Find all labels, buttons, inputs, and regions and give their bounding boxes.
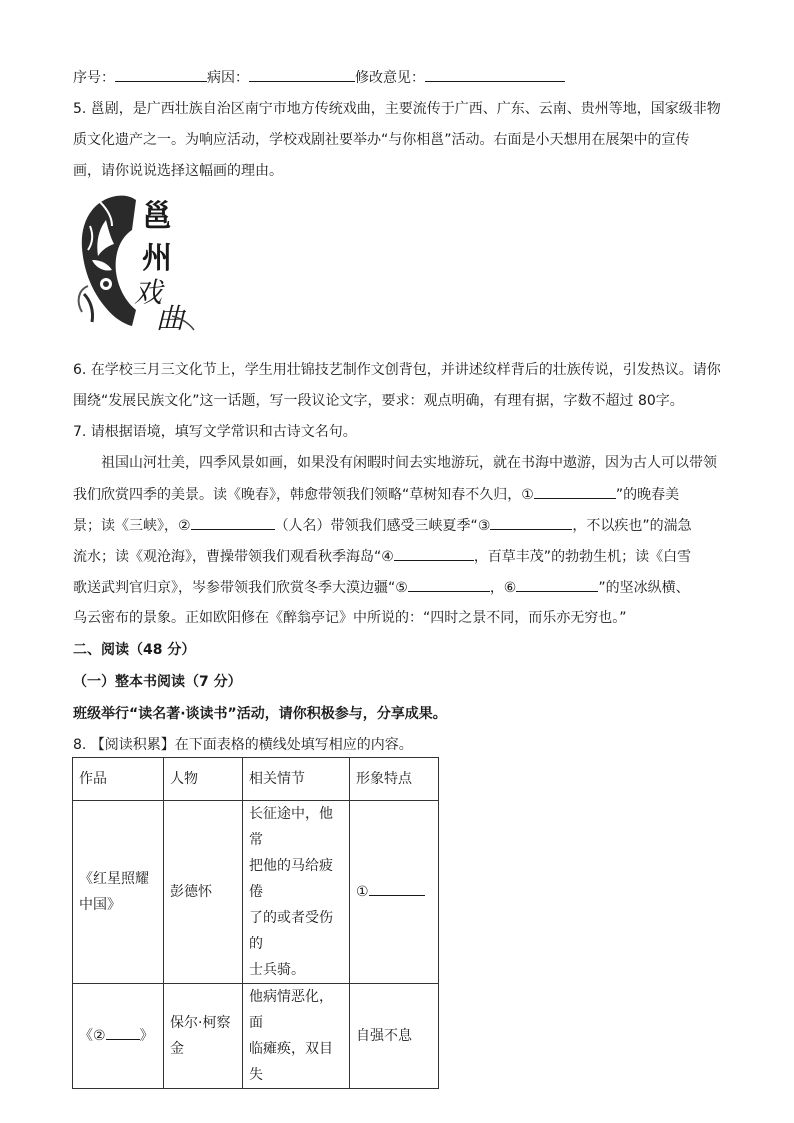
seq-label: 序号：: [73, 70, 115, 86]
emblem-char-1: 邕: [142, 199, 172, 234]
q7-paragraph-line-6: 乌云密布的景象。正如欧阳修在《醉翁亭记》中所说的：“四时之景不同，而乐亦无穷也。”: [73, 610, 627, 626]
reading-table: [72, 757, 439, 1089]
emblem-char-2: 州: [142, 241, 172, 276]
q7-paragraph-line-1: 祖国山河壮美，四季风景如画，如果没有闲暇时间去实地游玩，就在书海中遨游，因为古人可以带领: [101, 455, 717, 471]
header-work: 作品: [73, 758, 164, 801]
seq-blank[interactable]: [115, 67, 207, 82]
revise-blank[interactable]: [425, 67, 565, 82]
section-2-title: 二、阅读（48 分）: [73, 642, 196, 658]
q7-text-4a: 流水；读《观沧海》，曹操带领我们观看秋季海岛“④: [73, 549, 394, 565]
cause-label: 病因：: [207, 70, 249, 86]
q6-line-2: 围绕“发展民族文化”这一话题，写一段议论文字，要求：观点明确，有理有据，字数不超过 80字。: [73, 393, 684, 409]
work-suffix: 》: [139, 1028, 154, 1044]
reading-activity-intro: 班级举行“读名著·谈读书”活动，请你积极参与，分享成果。: [73, 706, 447, 722]
emblem-char-3: 戏: [134, 276, 163, 309]
q7-paragraph-line-3: [73, 515, 692, 536]
trait-blank[interactable]: [369, 881, 425, 896]
q7-paragraph-line-2: [73, 484, 679, 505]
header-trait: 形象特点: [350, 758, 439, 801]
q7-text-3c: ，不以疾也”的湍急: [572, 518, 692, 534]
plot-line-4: 士兵骑。: [249, 962, 305, 978]
header-person: 人物: [164, 758, 243, 801]
q7-text-5a: 歌送武判官归京》，岑参带领我们欣赏冬季大漠边疆“⑤: [73, 580, 408, 596]
q7-paragraph-line-5: [73, 577, 690, 598]
emblem-char-4: 曲: [156, 302, 185, 335]
q7-text-2b: ”的晚春美: [615, 487, 680, 503]
trait-prefix: ①: [356, 884, 369, 900]
plot-line-2: 把他的马给疲倦: [249, 858, 333, 900]
q8-prompt: 8. 【阅读积累】在下面表格的横线处填写相应的内容。: [73, 737, 413, 753]
opera-mask-emblem-image: [76, 190, 198, 336]
cell-work: [73, 984, 164, 1089]
answer-format-line: [73, 67, 565, 88]
work-prefix: 《②: [79, 1028, 106, 1044]
plot-line-3: 了的或者受伤的: [249, 910, 333, 952]
q5-line-2: 质文化遗产之一。为响应活动，学校戏剧社要举办“与你相邕”活动。右面是小天想用在展架中的宣传: [73, 132, 690, 148]
table-header-row: [73, 758, 439, 801]
table-row: [73, 984, 439, 1089]
q7-text-5b: ，⑥: [489, 580, 517, 596]
cell-trait: [350, 801, 439, 984]
q7-text-2a: 我们欣赏四季的美景。读《晚春》，韩愈带领我们领略“草树知春不久归，①: [73, 487, 534, 503]
plot-line-2: 临瘫痪，双目失: [249, 1041, 333, 1083]
cell-person: 彭德怀: [164, 801, 243, 984]
plot-line-1: 长征途中，他常: [249, 806, 333, 848]
cell-trait: 自强不息: [350, 984, 439, 1089]
work-line-2: 中国》: [79, 897, 121, 913]
blank-4[interactable]: [394, 546, 474, 561]
person-line-1: 保尔·柯察: [170, 1015, 231, 1031]
plot-line-1: 他病情恶化，面: [249, 989, 333, 1031]
q6-line-1: 6. 在学校三月三文化节上，学生用壮锦技艺制作文创背包，并讲述纹样背后的壮族传说，引发热议。请你: [73, 362, 721, 378]
blank-3[interactable]: [490, 515, 572, 530]
cell-person: [164, 984, 243, 1089]
revise-label: 修改意见：: [355, 70, 425, 86]
work-blank[interactable]: [106, 1025, 140, 1040]
table-row: [73, 801, 439, 984]
q7-line-1: 7. 请根据语境，填写文学常识和古诗文名句。: [73, 424, 357, 440]
blank-2[interactable]: [191, 515, 275, 530]
q7-text-5c: ”的坚冰纵横、: [598, 580, 690, 596]
blank-6[interactable]: [516, 577, 598, 592]
q7-text-4b: ，百草丰茂”的勃勃生机；读《白雪: [473, 549, 692, 565]
q7-paragraph-line-4: [73, 546, 691, 567]
q7-text-3a: 景；读《三峡》，②: [73, 518, 191, 534]
blank-1[interactable]: [534, 484, 616, 499]
cell-plot: [243, 801, 350, 984]
q5-line-1: 5. 邕剧，是广西壮族自治区南宁市地方传统戏曲，主要流传于广西、广东、云南、贵州等地，国家级非物: [73, 101, 721, 117]
q7-text-3b: （人名）带领我们感受三峡夏季“③: [274, 518, 491, 534]
cell-work: [73, 801, 164, 984]
header-plot: 相关情节: [243, 758, 350, 801]
cell-plot: [243, 984, 350, 1089]
cause-blank[interactable]: [249, 67, 355, 82]
section-2-subtitle: （一）整本书阅读（7 分）: [73, 674, 242, 690]
q5-line-3: 画，请你说说选择这幅画的理由。: [73, 163, 283, 179]
person-line-2: 金: [170, 1041, 184, 1057]
blank-5[interactable]: [408, 577, 490, 592]
work-line-1: 《红星照耀: [79, 871, 149, 887]
